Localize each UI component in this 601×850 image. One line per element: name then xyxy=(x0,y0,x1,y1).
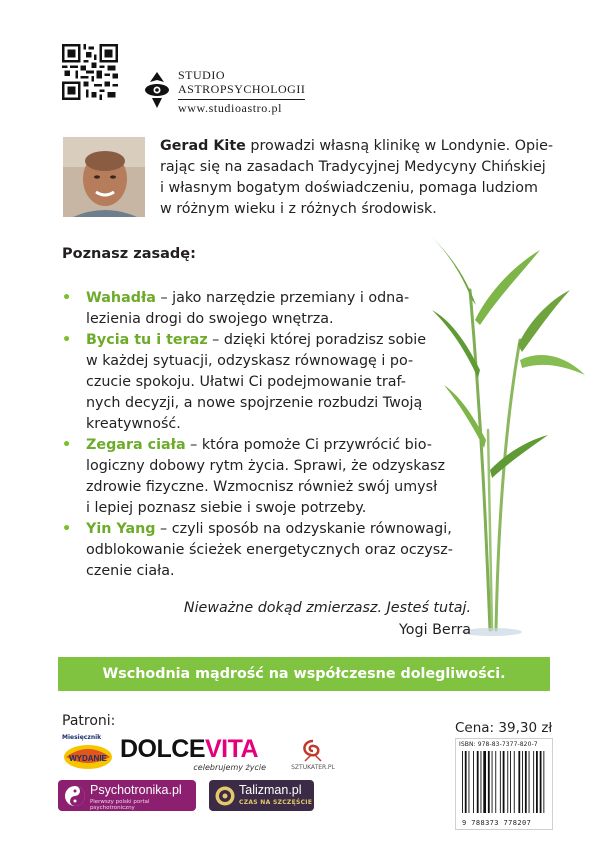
dolcevita-logo[interactable] xyxy=(120,736,272,772)
bullet-text: – czyli sposób na odzyskanie równowagi, xyxy=(155,521,452,537)
quote-text: Nieważne dokąd zmierzasz. Jesteś tutaj. xyxy=(183,600,471,616)
bullet-text: – która pomoże Ci przywrócić bio- xyxy=(185,437,432,453)
bullet-dot: • xyxy=(62,290,72,306)
author-bio-line2: rając się na zasadach Tradycyjnej Medycyny Chińskiej xyxy=(160,159,546,175)
bullet-text: czenie ciała. xyxy=(86,563,175,579)
keyword-bycia: Bycia tu i teraz xyxy=(86,332,208,348)
sztukater-label: SZTUKATER.PL xyxy=(291,764,335,771)
quote-author: Yogi Berra xyxy=(398,622,471,638)
author-name: Gerad Kite xyxy=(160,138,246,154)
isbn-number: ISBN: 978-83-7377-820-7 xyxy=(459,741,538,748)
author-bio-line4: w różnym wieku i z różnych środowisk. xyxy=(160,201,437,217)
talizman-logo[interactable] xyxy=(209,780,314,811)
miesiecznik-label: Miesięcznik xyxy=(62,734,102,741)
psychotronika-logo[interactable] xyxy=(58,780,196,811)
bullet-dot: • xyxy=(62,521,72,537)
publisher-url[interactable]: www.studioastro.pl xyxy=(178,101,283,115)
miesiecznik-logo[interactable] xyxy=(58,735,116,771)
bullet-dot: • xyxy=(62,437,72,453)
psychotronika-name: Psychotronika.pl xyxy=(90,783,182,797)
price-label: Cena: 39,30 zł xyxy=(455,720,553,736)
barcode xyxy=(455,738,553,830)
bullet-text: logiczny dobowy rytm życia. Sprawi, że odzyskasz xyxy=(86,458,445,474)
tagline-banner: Wschodnia mądrość na współczesne dolegliwości. xyxy=(58,657,550,691)
yin-yang-icon xyxy=(63,784,87,808)
keyword-yin-yang: Yin Yang xyxy=(86,521,156,537)
bullet-text: nych decyzji, a nowe spojrzenie rozbudzi Twoją xyxy=(86,395,423,411)
bullet-text: w każdej sytuacji, odzyskasz równowagę i po- xyxy=(86,353,414,369)
bullet-text: – dzięki której poradzisz sobie xyxy=(207,332,427,348)
author-bio xyxy=(160,136,570,220)
dolcevita-text-dolce: DOLCE xyxy=(120,735,205,763)
plant-illustration xyxy=(420,230,600,650)
publisher-logo-icon xyxy=(142,70,172,110)
bullet-text: lezienia drogi do swojego wnętrza. xyxy=(86,311,334,327)
bullet-text: i lepiej poznasz siebie i swoje potrzeby. xyxy=(86,500,367,516)
bullet-dot: • xyxy=(62,332,72,348)
author-bio-line3: i własnym bogatym doświadczeniu, pomaga ludziom xyxy=(160,180,538,196)
publisher-name-line2: ASTROPSYCHOLOGII xyxy=(178,82,305,100)
author-bio-line1: prowadzi własną klinikę w Londynie. Opie- xyxy=(245,138,554,154)
dolcevita-tagline: celebrujemy życie xyxy=(193,763,266,772)
dolcevita-text-vita: VITA xyxy=(205,735,259,763)
sztukater-swirl-icon xyxy=(285,737,341,763)
author-photo xyxy=(63,137,145,217)
keyword-zegara: Zegara ciała xyxy=(86,437,186,453)
bullet-text: zdrowie fizyczne. Wzmocnisz również swój umysł xyxy=(86,479,438,495)
bullet-text: odblokowanie ścieżek energetycznych oraz oczysz- xyxy=(86,542,453,558)
barcode-digits: 9 788373 778207 xyxy=(462,819,532,827)
bullet-text: kreatywność. xyxy=(86,416,181,432)
barcode-bars-icon xyxy=(461,751,547,813)
patrons-label: Patroni: xyxy=(62,713,116,729)
bullet-text: czucie spokoju. Ułatwi Ci podejmowanie traf- xyxy=(86,374,406,390)
keyword-wahadla: Wahadła xyxy=(86,290,156,306)
svg-text:WYDANIE: WYDANIE xyxy=(69,754,107,763)
section-heading: Poznasz zasadę: xyxy=(62,246,196,262)
sztukater-logo[interactable] xyxy=(285,737,341,773)
publisher-name-line1: STUDIO xyxy=(178,68,225,82)
talizman-name: Talizman.pl xyxy=(239,783,302,797)
bullet-text: – jako narzędzie przemiany i odna- xyxy=(155,290,410,306)
talizman-tagline: CZAS NA SZCZĘŚCIE xyxy=(239,799,313,806)
psychotronika-tagline: Pierwszy polski portal psychotroniczny xyxy=(90,799,150,811)
qr-code xyxy=(62,44,118,100)
talizman-emblem-icon xyxy=(214,785,236,807)
